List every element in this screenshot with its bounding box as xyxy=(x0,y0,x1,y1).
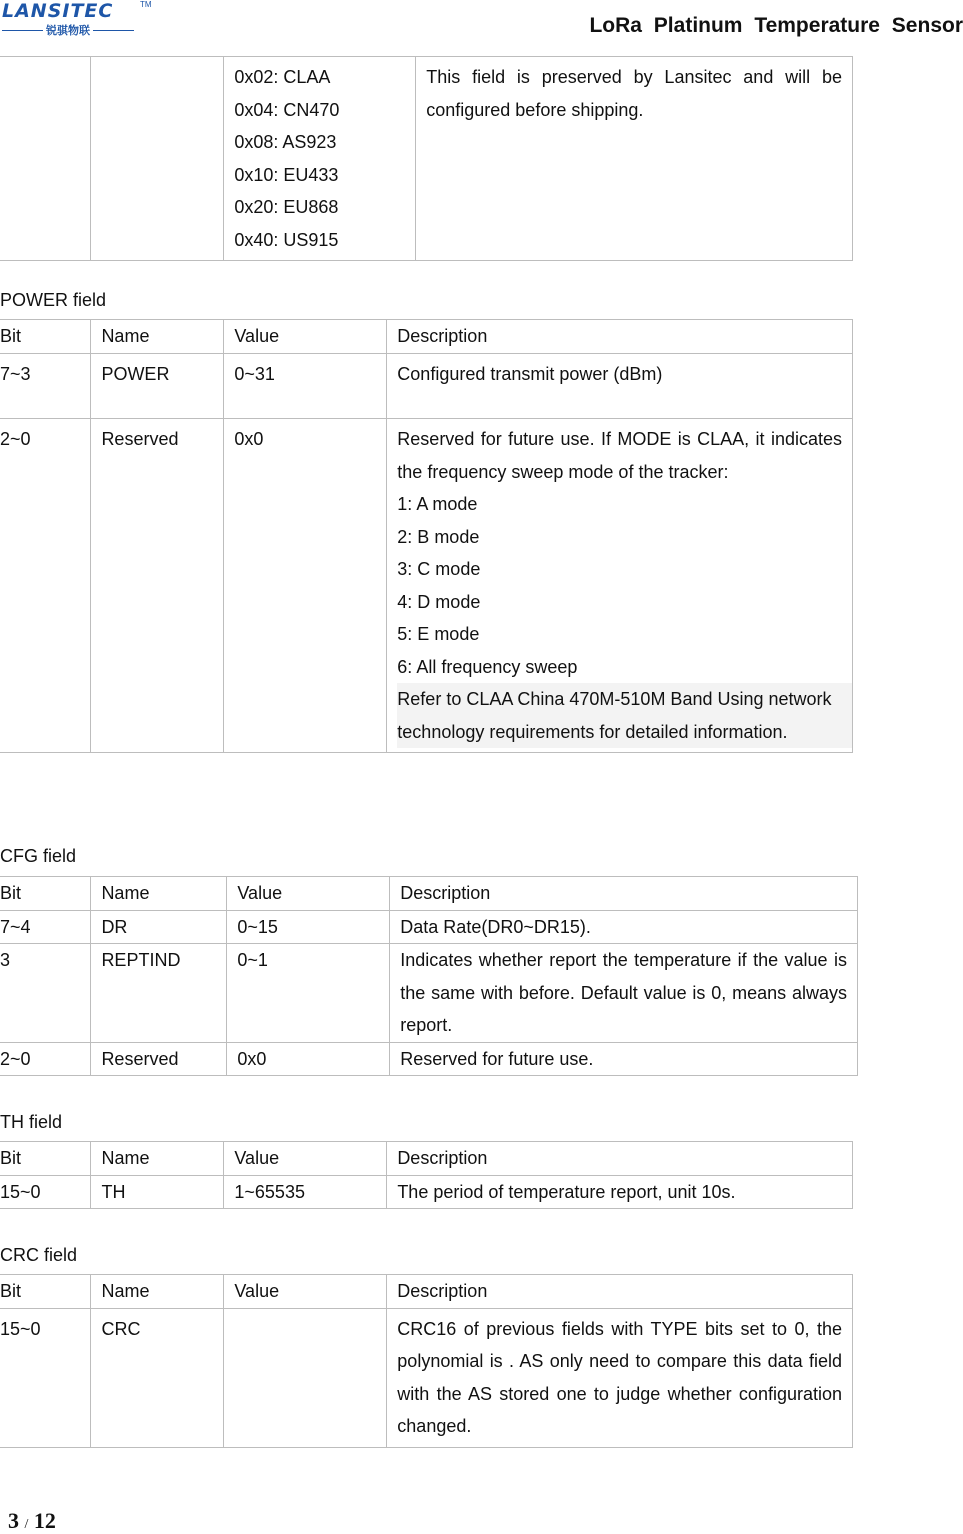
table-header-row: Bit Name Value Description xyxy=(0,1142,853,1176)
table-row: 15~0 CRC CRC16 of previous fields with TYPE bits set to 0, the polynomial is . AS only need to compare this data field with the AS stored one to judge whether configuration changed. xyxy=(0,1308,853,1447)
table-row xyxy=(0,57,853,261)
th-table xyxy=(0,1141,853,1209)
reference-note: Refer to CLAA China 470M-510M Band Using network technology requirements for detailed information. xyxy=(397,683,852,748)
table-header-row: Bit Name Value Description xyxy=(0,1275,853,1309)
page-number: 3 / 12 xyxy=(8,1508,56,1533)
table-header-row: Bit Name Value Description xyxy=(0,877,858,911)
crc-table xyxy=(0,1274,853,1448)
table-row: 2~0 Reserved 0x0 Reserved for future use. If MODE is CLAA, it indicates the frequency sweep mode of the tracker: 1: A mode 2: B mode 3: C mode 4: D mode 5: E mode 6: All frequency sweep Refer to CLAA China 470M-510M Band Using network technology requirements for detailed information. xyxy=(0,419,853,753)
table-row: 3 REPTIND 0~1 Indicates whether report the temperature if the value is the same with before. Default value is 0, means always report. xyxy=(0,944,858,1043)
document-title: LoRa Platinum Temperature Sensor xyxy=(589,14,963,37)
logo-subtitle: 锐骐物联 xyxy=(2,22,134,38)
table-row: 7~4 DR 0~15 Data Rate(DR0~DR15). xyxy=(0,910,858,944)
table-row: 15~0 TH 1~65535 The period of temperature report, unit 10s. xyxy=(0,1175,853,1209)
table-row: 7~3 POWER 0~31 Configured transmit power (dBm) xyxy=(0,354,853,419)
logo-trademark: TM xyxy=(140,0,152,9)
power-section-title: POWER field xyxy=(0,290,107,310)
cfg-table xyxy=(0,876,858,1076)
logo-wordmark: LANSITEC xyxy=(2,0,114,22)
mode-values-table xyxy=(0,56,853,261)
values-cell: 0x02: CLAA 0x04: CN470 0x08: AS923 0x10: EU433 0x20: EU868 0x40: US915 xyxy=(224,57,416,261)
crc-section-title: CRC field xyxy=(0,1245,78,1265)
company-logo xyxy=(0,0,160,44)
table-row: 2~0 Reserved 0x0 Reserved for future use. xyxy=(0,1042,858,1076)
th-section-title: TH field xyxy=(0,1112,63,1132)
description-cell: Reserved for future use. If MODE is CLAA, it indicates the frequency sweep mode of the tracker: 1: A mode 2: B mode 3: C mode 4: D mode 5: E mode 6: All frequency sweep Refer to CLAA China 470M-510M Band Using network technology requirements for detailed information. xyxy=(387,419,853,753)
table-header-row: Bit Name Value Description xyxy=(0,320,853,354)
power-table xyxy=(0,319,853,753)
cfg-section-title: CFG field xyxy=(0,846,77,866)
description-cell: This field is preserved by Lansitec and will be configured before shipping. xyxy=(416,57,853,261)
